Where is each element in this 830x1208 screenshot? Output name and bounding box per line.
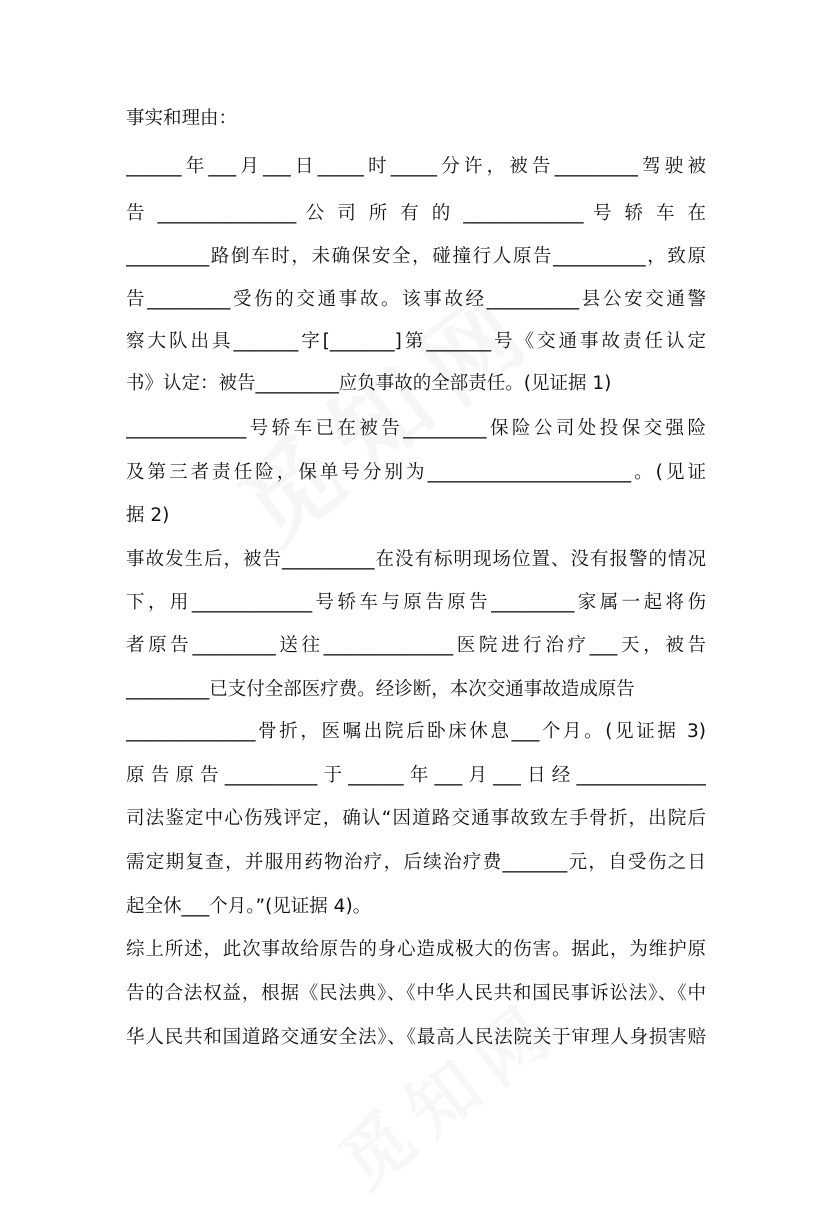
paragraph-line: 司法鉴定中心伤残评定，确认“因道路交通事故致左手骨折，出院后: [126, 808, 706, 829]
paragraph-line: 察大队出具_______字[_______]第_______号《交通事故责任认定: [126, 331, 706, 352]
section-heading: 事实和理由：: [126, 108, 238, 129]
paragraph-line: 告 _______________ 公 司 所 有 的 _____________ 号 轿 车 在: [126, 203, 706, 224]
paragraph-line: 事故发生后，被告__________在没有标明现场位置、没有报警的情况: [126, 549, 706, 570]
paragraph-line: ______年___月___日_____时_____分许，被告_________驾驶被: [126, 156, 706, 177]
paragraph-line: 起全休___个月。”(见证据 4)。: [126, 896, 372, 917]
paragraph-line: 综上所述，此次事故给原告的身心造成极大的伤害。据此，为维护原: [126, 939, 706, 960]
watermark: [207, 203, 723, 698]
paragraph-line: 告的合法权益，根据《民法典》、《中华人民共和国民事诉讼法》、《中: [126, 983, 706, 1004]
paragraph-line: 需定期复查，并服用药物治疗，后续治疗费_______元，自受伤之日: [126, 852, 706, 873]
paragraph-line: ______________骨折，医嘱出院后卧床休息___个月。(见证据 3): [126, 721, 706, 742]
paragraph-line: 华人民共和国道路交通安全法》、《最高人民法院关于审理人身损害赔: [126, 1027, 706, 1048]
paragraph-line: _________已支付全部医疗费。经诊断，本次交通事故造成原告: [126, 679, 635, 700]
paragraph-line: 原告原告__________于______年___月___日经______________: [126, 765, 706, 786]
paragraph-line: 下，用_____________号轿车与原告原告_________家属一起将伤: [126, 592, 706, 613]
paragraph-line: _____________号轿车已在被告_________保险公司处投保交强险: [126, 418, 706, 439]
paragraph-line: _________路倒车时，未确保安全，碰撞行人原告__________，致原: [126, 246, 706, 267]
paragraph-line: 据 2): [126, 505, 170, 526]
paragraph-line: 及第三者责任险，保单号分别为______________________。(见证: [126, 462, 706, 483]
paragraph-line: 告_________受伤的交通事故。该事故经__________县公安交通警: [126, 289, 706, 310]
paragraph-line: 书》认定：被告_________应负事故的全部责任。(见证据 1): [126, 373, 612, 394]
paragraph-line: 者原告_________送往______________医院进行治疗___天，被告: [126, 635, 706, 656]
watermark: [316, 973, 577, 1208]
